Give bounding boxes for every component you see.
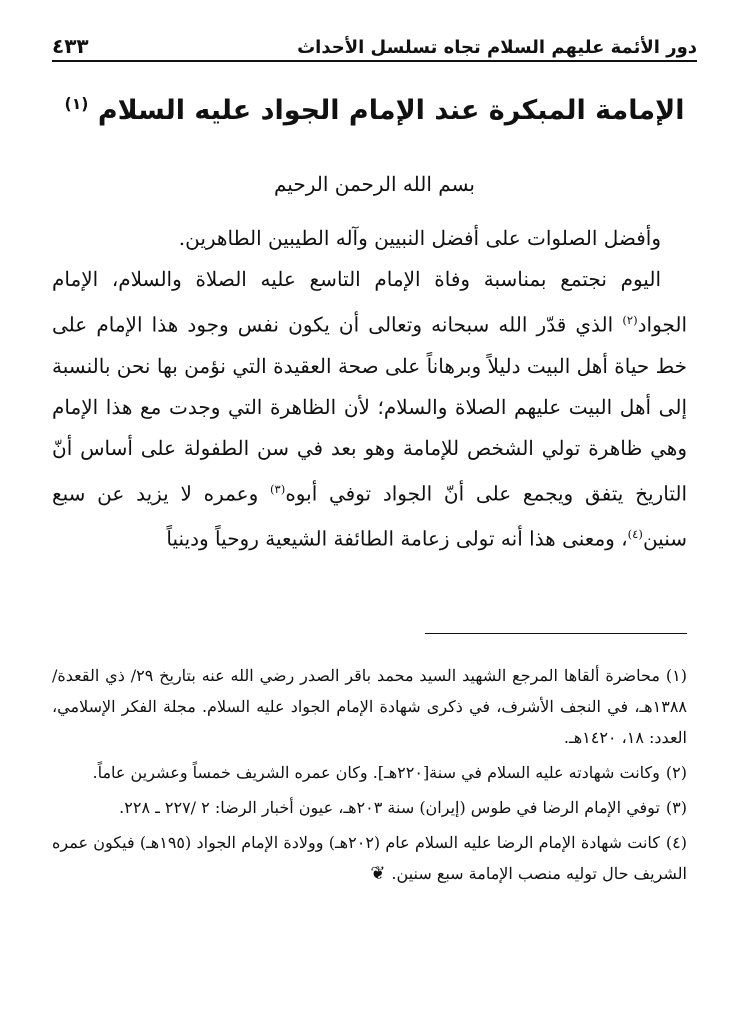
footnote-ref-2: (٢) bbox=[622, 313, 638, 327]
footnote-marker: (١) bbox=[665, 666, 687, 685]
running-header bbox=[52, 28, 697, 58]
header-rule bbox=[52, 60, 697, 62]
paragraph-text-middle-1: الذي قدّر الله سبحانه وتعالى أن يكون نفس وجود هذا الإمام على خط حياة أهل البيت دليلاً وبرهاناً على صحة العقيدة التي نؤمن بها نحن بالنسبة إلى أهل البيت عليهم الصلاة والسلام؛ لأن الظاهرة التي وجدت مع هذا الإمام وهي ظاهرة تولي الشخص للإمامة وهو بعد في سن الطفولة على أساس أنّ التاريخ يتفق ويجمع على أنّ الجواد توفي أبوه bbox=[52, 312, 688, 506]
footnote-ref-3: (٣) bbox=[270, 481, 286, 496]
end-ornament-icon: ❦ bbox=[370, 863, 386, 884]
chapter-title bbox=[52, 94, 697, 126]
footnote-separator bbox=[425, 633, 687, 634]
main-paragraph bbox=[52, 259, 687, 560]
paragraph-text-end: ، ومعنى هذا أنه تولى زعامة الطائفة الشيعية روحياً ودينياً bbox=[166, 526, 628, 551]
footnote-marker: (٤) bbox=[665, 833, 687, 852]
running-title: دور الأئمة عليهم السلام تجاه تسلسل الأحداث bbox=[297, 37, 697, 58]
body-text bbox=[52, 218, 687, 560]
chapter-title-text: الإمامة المبكرة عند الإمام الجواد عليه السلام bbox=[97, 95, 685, 126]
footnote-4 bbox=[52, 827, 687, 889]
opening-paragraph: وأفضل الصلوات على أفضل النبيين وآله الطيبين الطاهرين. bbox=[178, 226, 661, 250]
footnote-1 bbox=[52, 660, 687, 753]
footnote-text: توفي الإمام الرضا في طوس (إيران) سنة ٢٠٣هـ، عيون أخبار الرضا: ٢ /٢٢٧ ـ ٢٢٨. bbox=[119, 798, 660, 817]
footnote-text: محاضرة ألقاها المرجع الشهيد السيد محمد باقر الصدر رضي الله عنه بتاريخ ٢٩/ ذي القعدة/١٣٨٨هـ، في النجف الأشرف، في ذكرى شهادة الإمام الجواد عليه السلام. مجلة الفكر الإسلامي، العدد: ١٨، ١٤٢٠هـ. bbox=[52, 666, 687, 747]
footnotes bbox=[52, 660, 687, 893]
basmala: بسم الله الرحمن الرحيم bbox=[273, 172, 475, 196]
footnote-3 bbox=[52, 792, 687, 823]
footnote-text: وكانت شهادته عليه السلام في سنة[٢٢٠هـ]. وكان عمره الشريف خمساً وعشرين عاماً. bbox=[92, 763, 660, 782]
paragraph-text-middle-2: وعمره لا يزيد عن سبع سنين bbox=[52, 481, 687, 551]
footnote-text: كانت شهادة الإمام الرضا عليه السلام عام (٢٠٢هـ) وولادة الإمام الجواد (١٩٥هـ) فيكون عمره الشريف حال توليه منصب الإمامة سبع سنين. bbox=[52, 833, 687, 883]
paragraph-text-start: اليوم نجتمع بمناسبة وفاة الإمام التاسع عليه الصلاة والسلام، الإمام الجواد bbox=[52, 267, 687, 337]
footnote-2 bbox=[52, 757, 687, 788]
footnote-ref-4: (٤) bbox=[627, 527, 643, 542]
page-number: ٤٣٣ bbox=[52, 34, 89, 58]
chapter-footnote-ref: (١) bbox=[64, 94, 89, 113]
footnote-marker: (٣) bbox=[665, 798, 687, 817]
footnote-marker: (٢) bbox=[665, 763, 687, 782]
